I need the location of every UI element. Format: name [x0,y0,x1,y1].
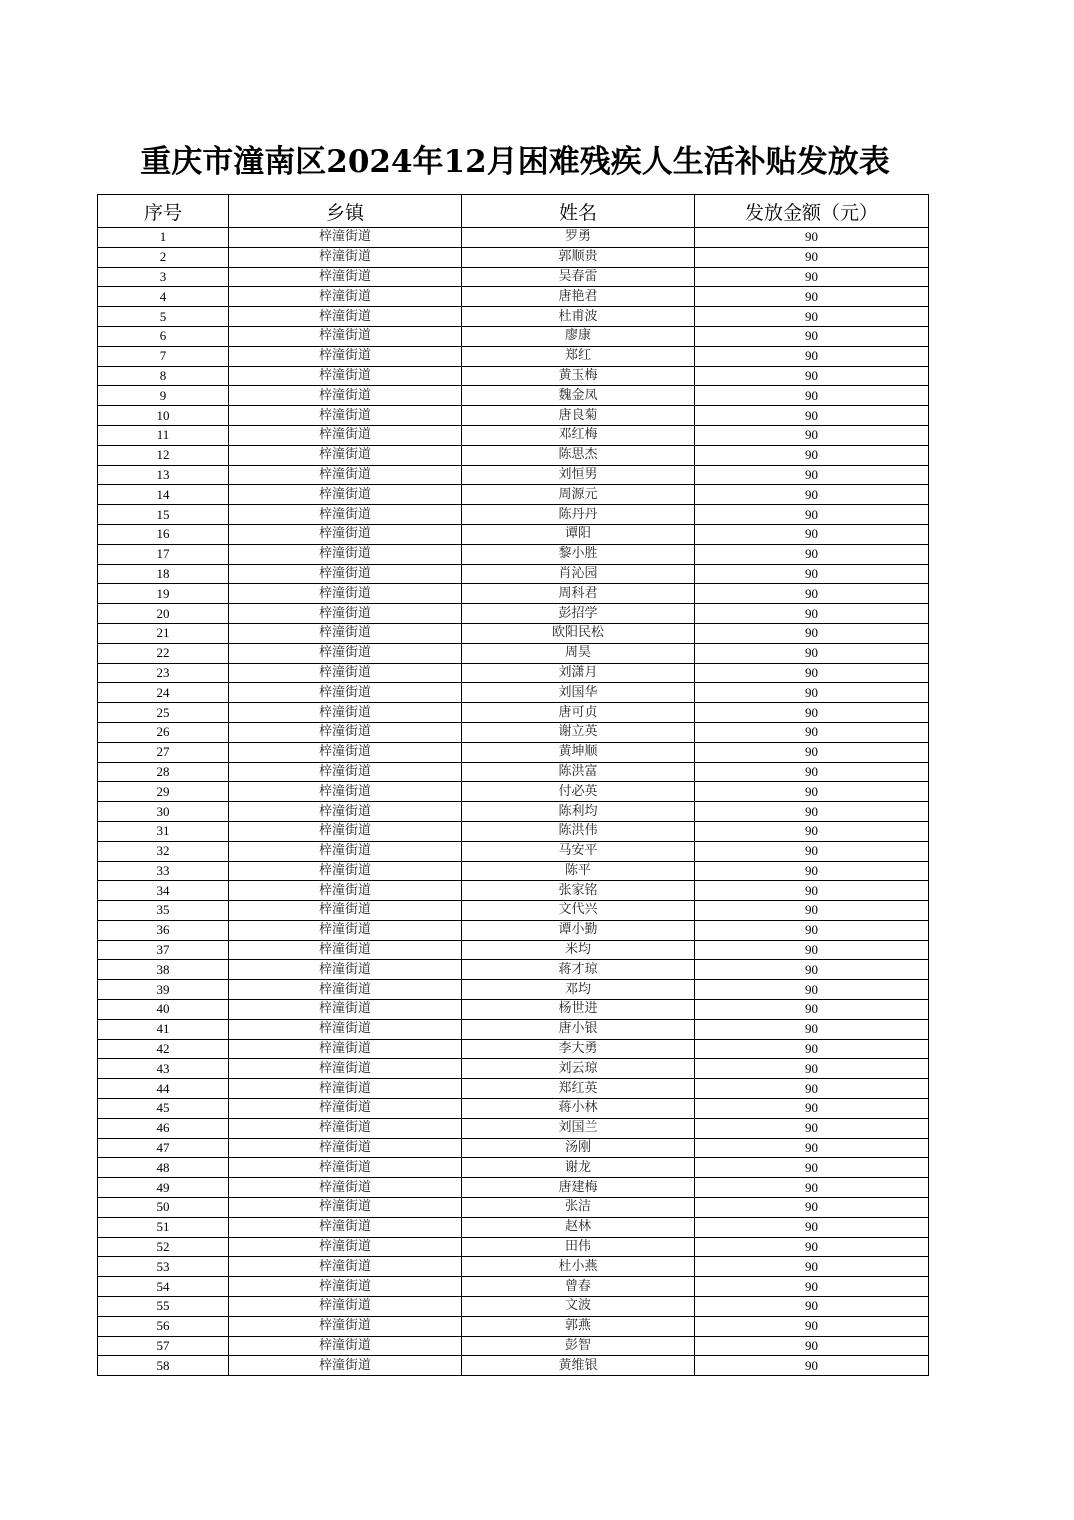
amount-cell: 90 [695,1000,929,1020]
amount-cell: 90 [695,346,929,366]
table-row [98,1178,929,1198]
table-row [98,920,929,940]
name-cell: 黎小胜 [462,544,695,564]
town-cell: 梓潼街道 [229,247,462,267]
name-cell: 赵林 [462,1217,695,1237]
name-cell: 陈思杰 [462,445,695,465]
amount-cell: 90 [695,465,929,485]
table-row [98,901,929,921]
town-cell: 梓潼街道 [229,841,462,861]
name-cell: 唐艳君 [462,287,695,307]
town-cell: 梓潼街道 [229,703,462,723]
column-header-name: 姓名 [462,195,695,228]
table-row [98,465,929,485]
seq-cell: 24 [98,683,229,703]
seq-cell: 26 [98,722,229,742]
name-cell: 邓均 [462,980,695,1000]
name-cell: 郑红英 [462,1079,695,1099]
name-cell: 陈利均 [462,802,695,822]
name-cell: 谭小勤 [462,920,695,940]
amount-cell: 90 [695,742,929,762]
name-cell: 杨世进 [462,1000,695,1020]
seq-cell: 33 [98,861,229,881]
amount-cell: 90 [695,1198,929,1218]
seq-cell: 32 [98,841,229,861]
town-cell: 梓潼街道 [229,683,462,703]
town-cell: 梓潼街道 [229,881,462,901]
name-cell: 唐建梅 [462,1178,695,1198]
page-title: 重庆市潼南区2024年12月困难残疾人生活补贴发放表 [140,144,890,180]
table-row [98,1316,929,1336]
table-row [98,861,929,881]
name-cell: 谢龙 [462,1158,695,1178]
amount-cell: 90 [695,584,929,604]
town-cell: 梓潼街道 [229,485,462,505]
seq-cell: 44 [98,1079,229,1099]
name-cell: 谭阳 [462,524,695,544]
seq-cell: 16 [98,524,229,544]
seq-cell: 35 [98,901,229,921]
amount-cell: 90 [695,1336,929,1356]
amount-cell: 90 [695,623,929,643]
name-cell: 周科君 [462,584,695,604]
name-cell: 刘国华 [462,683,695,703]
amount-cell: 90 [695,703,929,723]
name-cell: 唐可贞 [462,703,695,723]
table-row [98,326,929,346]
amount-cell: 90 [695,841,929,861]
seq-cell: 13 [98,465,229,485]
name-cell: 谢立英 [462,722,695,742]
amount-cell: 90 [695,524,929,544]
table-row [98,1297,929,1317]
table-row [98,940,929,960]
seq-cell: 1 [98,228,229,248]
table-row [98,1019,929,1039]
town-cell: 梓潼街道 [229,346,462,366]
name-cell: 彭招学 [462,604,695,624]
amount-cell: 90 [695,544,929,564]
amount-cell: 90 [695,564,929,584]
table-row [98,1356,929,1376]
column-header-seq: 序号 [98,195,229,228]
name-cell: 李大勇 [462,1039,695,1059]
amount-cell: 90 [695,406,929,426]
town-cell: 梓潼街道 [229,228,462,248]
amount-cell: 90 [695,782,929,802]
seq-cell: 47 [98,1138,229,1158]
amount-cell: 90 [695,1099,929,1119]
seq-cell: 23 [98,663,229,683]
table-row [98,980,929,1000]
amount-cell: 90 [695,604,929,624]
table-row [98,1118,929,1138]
amount-cell: 90 [695,1118,929,1138]
amount-cell: 90 [695,920,929,940]
town-cell: 梓潼街道 [229,505,462,525]
table-row [98,604,929,624]
amount-cell: 90 [695,901,929,921]
town-cell: 梓潼街道 [229,1079,462,1099]
seq-cell: 49 [98,1178,229,1198]
seq-cell: 50 [98,1198,229,1218]
table-body [98,228,929,1376]
town-cell: 梓潼街道 [229,1059,462,1079]
name-cell: 唐小银 [462,1019,695,1039]
town-cell: 梓潼街道 [229,1099,462,1119]
table-row [98,524,929,544]
name-cell: 米均 [462,940,695,960]
table-row [98,307,929,327]
town-cell: 梓潼街道 [229,1000,462,1020]
seq-cell: 46 [98,1118,229,1138]
seq-cell: 6 [98,326,229,346]
name-cell: 郭顺贵 [462,247,695,267]
name-cell: 陈洪伟 [462,821,695,841]
amount-cell: 90 [695,861,929,881]
seq-cell: 22 [98,643,229,663]
name-cell: 唐良菊 [462,406,695,426]
seq-cell: 55 [98,1297,229,1317]
town-cell: 梓潼街道 [229,564,462,584]
amount-cell: 90 [695,247,929,267]
table-row [98,267,929,287]
table-row [98,247,929,267]
seq-cell: 2 [98,247,229,267]
amount-cell: 90 [695,683,929,703]
name-cell: 杜小燕 [462,1257,695,1277]
town-cell: 梓潼街道 [229,1158,462,1178]
name-cell: 马安平 [462,841,695,861]
table-row [98,386,929,406]
table-row [98,564,929,584]
seq-cell: 53 [98,1257,229,1277]
table-row [98,445,929,465]
amount-cell: 90 [695,1079,929,1099]
seq-cell: 11 [98,425,229,445]
amount-cell: 90 [695,307,929,327]
table-row [98,346,929,366]
table-row [98,485,929,505]
town-cell: 梓潼街道 [229,1138,462,1158]
town-cell: 梓潼街道 [229,821,462,841]
amount-cell: 90 [695,1019,929,1039]
name-cell: 彭智 [462,1336,695,1356]
name-cell: 文波 [462,1297,695,1317]
seq-cell: 20 [98,604,229,624]
town-cell: 梓潼街道 [229,604,462,624]
seq-cell: 52 [98,1237,229,1257]
table-row [98,1158,929,1178]
town-cell: 梓潼街道 [229,1217,462,1237]
town-cell: 梓潼街道 [229,366,462,386]
table-row [98,703,929,723]
amount-cell: 90 [695,802,929,822]
amount-cell: 90 [695,1039,929,1059]
name-cell: 肖沁园 [462,564,695,584]
seq-cell: 25 [98,703,229,723]
name-cell: 付必英 [462,782,695,802]
table-row [98,584,929,604]
town-cell: 梓潼街道 [229,960,462,980]
amount-cell: 90 [695,722,929,742]
name-cell: 刘国兰 [462,1118,695,1138]
amount-cell: 90 [695,980,929,1000]
seq-cell: 31 [98,821,229,841]
name-cell: 郭燕 [462,1316,695,1336]
amount-cell: 90 [695,366,929,386]
name-cell: 文代兴 [462,901,695,921]
town-cell: 梓潼街道 [229,307,462,327]
table-row [98,643,929,663]
town-cell: 梓潼街道 [229,1356,462,1376]
seq-cell: 30 [98,802,229,822]
table-row [98,1217,929,1237]
table-row [98,742,929,762]
amount-cell: 90 [695,1316,929,1336]
seq-cell: 28 [98,762,229,782]
amount-cell: 90 [695,643,929,663]
amount-cell: 90 [695,663,929,683]
name-cell: 刘恒男 [462,465,695,485]
seq-cell: 5 [98,307,229,327]
town-cell: 梓潼街道 [229,1257,462,1277]
seq-cell: 39 [98,980,229,1000]
town-cell: 梓潼街道 [229,742,462,762]
table-row [98,1079,929,1099]
table-row [98,1257,929,1277]
amount-cell: 90 [695,1237,929,1257]
subsidy-table [97,194,929,1376]
seq-cell: 17 [98,544,229,564]
town-cell: 梓潼街道 [229,861,462,881]
seq-cell: 42 [98,1039,229,1059]
name-cell: 陈平 [462,861,695,881]
amount-cell: 90 [695,762,929,782]
table-row [98,505,929,525]
name-cell: 蒋才琼 [462,960,695,980]
table-row [98,782,929,802]
name-cell: 邓红梅 [462,425,695,445]
town-cell: 梓潼街道 [229,386,462,406]
town-cell: 梓潼街道 [229,287,462,307]
name-cell: 郑红 [462,346,695,366]
seq-cell: 14 [98,485,229,505]
table-row [98,228,929,248]
town-cell: 梓潼街道 [229,940,462,960]
town-cell: 梓潼街道 [229,782,462,802]
seq-cell: 58 [98,1356,229,1376]
amount-cell: 90 [695,287,929,307]
name-cell: 陈丹丹 [462,505,695,525]
table-row [98,287,929,307]
town-cell: 梓潼街道 [229,901,462,921]
amount-cell: 90 [695,1138,929,1158]
table-row [98,544,929,564]
seq-cell: 8 [98,366,229,386]
amount-cell: 90 [695,267,929,287]
amount-cell: 90 [695,1059,929,1079]
name-cell: 汤刚 [462,1138,695,1158]
amount-cell: 90 [695,228,929,248]
town-cell: 梓潼街道 [229,980,462,1000]
amount-cell: 90 [695,1158,929,1178]
amount-cell: 90 [695,1297,929,1317]
amount-cell: 90 [695,940,929,960]
town-cell: 梓潼街道 [229,762,462,782]
column-header-amount: 发放金额（元） [695,195,929,228]
table-row [98,1000,929,1020]
seq-cell: 34 [98,881,229,901]
town-cell: 梓潼街道 [229,802,462,822]
amount-cell: 90 [695,821,929,841]
seq-cell: 45 [98,1099,229,1119]
amount-cell: 90 [695,1217,929,1237]
town-cell: 梓潼街道 [229,1297,462,1317]
town-cell: 梓潼街道 [229,1118,462,1138]
table-row [98,1099,929,1119]
table-row [98,1059,929,1079]
amount-cell: 90 [695,960,929,980]
name-cell: 蒋小林 [462,1099,695,1119]
table-row [98,683,929,703]
name-cell: 黄坤顺 [462,742,695,762]
table-row [98,841,929,861]
name-cell: 陈洪富 [462,762,695,782]
town-cell: 梓潼街道 [229,663,462,683]
seq-cell: 41 [98,1019,229,1039]
town-cell: 梓潼街道 [229,445,462,465]
name-cell: 黄维银 [462,1356,695,1376]
town-cell: 梓潼街道 [229,406,462,426]
name-cell: 欧阳民松 [462,623,695,643]
amount-cell: 90 [695,1257,929,1277]
name-cell: 魏金凤 [462,386,695,406]
amount-cell: 90 [695,1277,929,1297]
name-cell: 罗勇 [462,228,695,248]
town-cell: 梓潼街道 [229,524,462,544]
seq-cell: 29 [98,782,229,802]
table-row [98,663,929,683]
table-row [98,1336,929,1356]
table-row [98,1138,929,1158]
seq-cell: 18 [98,564,229,584]
amount-cell: 90 [695,326,929,346]
table-row [98,623,929,643]
seq-cell: 4 [98,287,229,307]
seq-cell: 56 [98,1316,229,1336]
name-cell: 吴春雷 [462,267,695,287]
table-row [98,1198,929,1218]
town-cell: 梓潼街道 [229,326,462,346]
seq-cell: 12 [98,445,229,465]
amount-cell: 90 [695,445,929,465]
town-cell: 梓潼街道 [229,1178,462,1198]
name-cell: 廖康 [462,326,695,346]
name-cell: 周昊 [462,643,695,663]
town-cell: 梓潼街道 [229,425,462,445]
name-cell: 刘潇月 [462,663,695,683]
seq-cell: 7 [98,346,229,366]
seq-cell: 27 [98,742,229,762]
seq-cell: 21 [98,623,229,643]
seq-cell: 57 [98,1336,229,1356]
amount-cell: 90 [695,485,929,505]
town-cell: 梓潼街道 [229,1277,462,1297]
town-cell: 梓潼街道 [229,1237,462,1257]
town-cell: 梓潼街道 [229,920,462,940]
name-cell: 田伟 [462,1237,695,1257]
seq-cell: 19 [98,584,229,604]
town-cell: 梓潼街道 [229,722,462,742]
town-cell: 梓潼街道 [229,465,462,485]
amount-cell: 90 [695,386,929,406]
town-cell: 梓潼街道 [229,267,462,287]
town-cell: 梓潼街道 [229,1039,462,1059]
seq-cell: 51 [98,1217,229,1237]
name-cell: 刘云琼 [462,1059,695,1079]
seq-cell: 38 [98,960,229,980]
town-cell: 梓潼街道 [229,584,462,604]
seq-cell: 9 [98,386,229,406]
town-cell: 梓潼街道 [229,1019,462,1039]
table-header-row [98,195,929,228]
town-cell: 梓潼街道 [229,623,462,643]
seq-cell: 10 [98,406,229,426]
seq-cell: 15 [98,505,229,525]
amount-cell: 90 [695,881,929,901]
seq-cell: 37 [98,940,229,960]
table-row [98,1039,929,1059]
name-cell: 杜甫波 [462,307,695,327]
amount-cell: 90 [695,1356,929,1376]
table-row [98,802,929,822]
table-row [98,1237,929,1257]
table-row [98,1277,929,1297]
name-cell: 黄玉梅 [462,366,695,386]
seq-cell: 36 [98,920,229,940]
table-row [98,722,929,742]
table-row [98,821,929,841]
name-cell: 曾春 [462,1277,695,1297]
column-header-town: 乡镇 [229,195,462,228]
seq-cell: 3 [98,267,229,287]
name-cell: 周源元 [462,485,695,505]
town-cell: 梓潼街道 [229,1336,462,1356]
amount-cell: 90 [695,505,929,525]
amount-cell: 90 [695,1178,929,1198]
seq-cell: 40 [98,1000,229,1020]
table-row [98,425,929,445]
table-row [98,960,929,980]
seq-cell: 54 [98,1277,229,1297]
name-cell: 张家铭 [462,881,695,901]
seq-cell: 48 [98,1158,229,1178]
amount-cell: 90 [695,425,929,445]
town-cell: 梓潼街道 [229,544,462,564]
table-row [98,366,929,386]
seq-cell: 43 [98,1059,229,1079]
name-cell: 张洁 [462,1198,695,1218]
table-row [98,762,929,782]
table-row [98,881,929,901]
town-cell: 梓潼街道 [229,643,462,663]
town-cell: 梓潼街道 [229,1316,462,1336]
town-cell: 梓潼街道 [229,1198,462,1218]
table-row [98,406,929,426]
